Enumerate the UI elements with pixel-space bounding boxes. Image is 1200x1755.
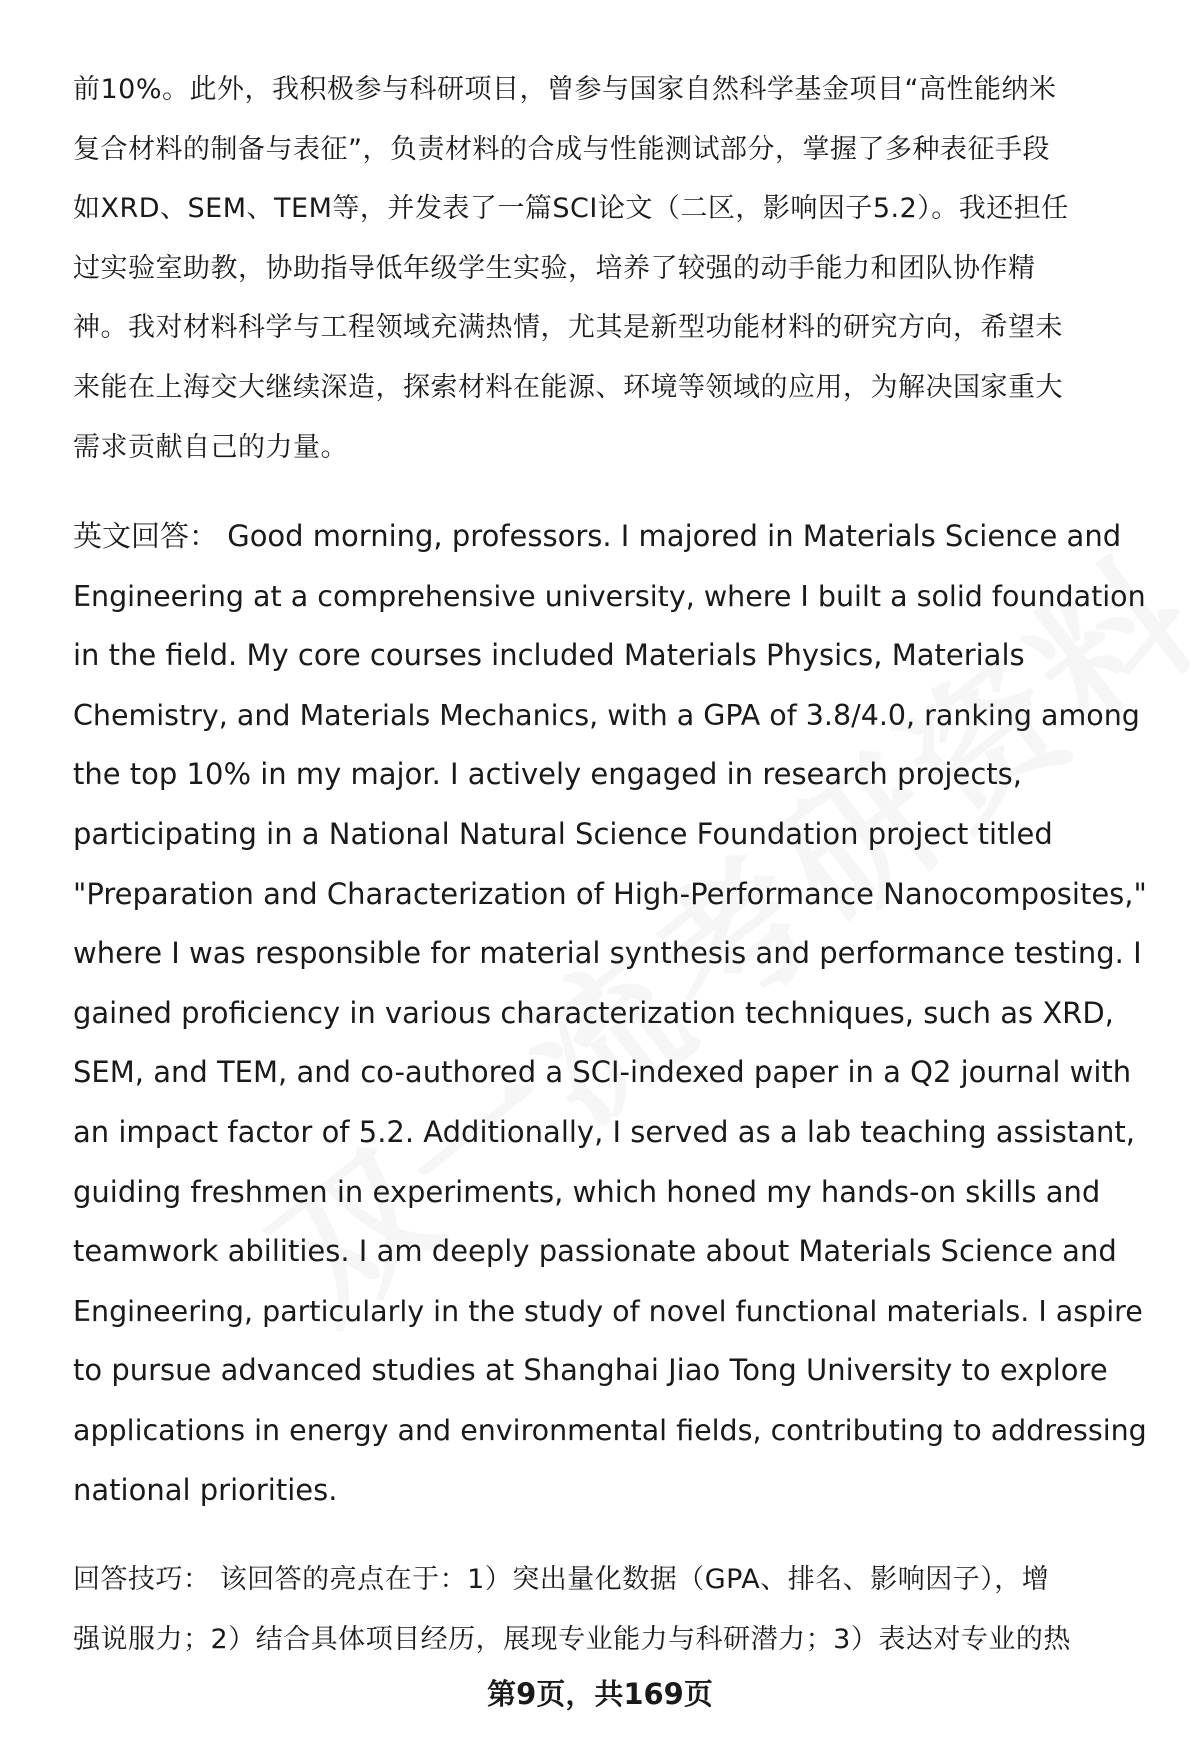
text-line: gained proficiency in various characterization techniques, such as XRD, bbox=[73, 995, 1114, 1030]
text-line: SEM, and TEM, and co-authored a SCI-indexed paper in a Q2 journal with bbox=[73, 1055, 1132, 1090]
text-line: to pursue advanced studies at Shanghai Jiao Tong University to explore bbox=[73, 1353, 1108, 1388]
text-line: 前10%。此外，我积极参与科研项目，曾参与国家自然科学基金项目“高性能纳米 bbox=[73, 74, 1057, 105]
text-line: where I was responsible for material synthesis and performance testing. I bbox=[73, 936, 1142, 971]
text-line: applications in energy and environmental fields, contributing to addressing bbox=[73, 1413, 1147, 1447]
text-line: "Preparation and Characterization of High-Performance Nanocomposites," bbox=[73, 876, 1147, 911]
answer-tips-paragraph bbox=[73, 1550, 1155, 1669]
text-line: 来能在上海交大继续深造，探索材料在能源、环境等领域的应用，为解决国家重大 bbox=[73, 371, 1063, 403]
text-line: participating in a National Natural Science Foundation project titled bbox=[73, 816, 1053, 851]
english-answer-paragraph bbox=[73, 507, 1155, 1520]
text-line: Engineering at a comprehensive university, where I built a solid foundation bbox=[73, 579, 1146, 613]
text-line: an impact factor of 5.2. Additionally, I served as a lab teaching assistant, bbox=[73, 1114, 1135, 1149]
text-line: 复合材料的制备与表征”，负责材料的合成与性能测试部分，掌握了多种表征手段 bbox=[73, 133, 1050, 165]
text-line: 过实验室助教，协助指导低年级学生实验，培养了较强的动手能力和团队协作精 bbox=[73, 252, 1036, 284]
text-line: teamwork abilities. I am deeply passionate about Materials Science and bbox=[73, 1234, 1117, 1269]
text-line: 强说服力；2）结合具体项目经历，展现专业能力与科研潜力；3）表达对专业的热 bbox=[73, 1623, 1071, 1655]
text-line: in the field. My core courses included Materials Physics, Materials bbox=[73, 638, 1025, 673]
text-line: Chemistry, and Materials Mechanics, with a GPA of 3.8/4.0, ranking among bbox=[73, 698, 1140, 732]
text-line: guiding freshmen in experiments, which honed my hands-on skills and bbox=[73, 1174, 1101, 1209]
text-line: Engineering, particularly in the study of novel functional materials. I aspire bbox=[73, 1294, 1143, 1328]
text-line: 回答技巧： 该回答的亮点在于：1）突出量化数据（GPA、排名、影响因子），增 bbox=[73, 1564, 1050, 1595]
text-line: 神。我对材料科学与工程领域充满热情，尤其是新型功能材料的研究方向，希望未 bbox=[73, 312, 1063, 344]
text-line: 需求贡献自己的力量。 bbox=[73, 431, 348, 463]
text-line: 如XRD、SEM、TEM等，并发表了一篇SCI论文（二区，影响因子5.2）。我还担任 bbox=[73, 193, 1069, 225]
text-line: the top 10% in my major. I actively engaged in research projects, bbox=[73, 757, 1022, 792]
text-line: national priorities. bbox=[73, 1472, 338, 1507]
text-line: 英文回答： Good morning, professors. I majored in Materials Science and bbox=[73, 519, 1122, 553]
chinese-answer-paragraph bbox=[73, 60, 1155, 477]
page-number-footer: 第9页，共169页 bbox=[487, 1677, 713, 1711]
